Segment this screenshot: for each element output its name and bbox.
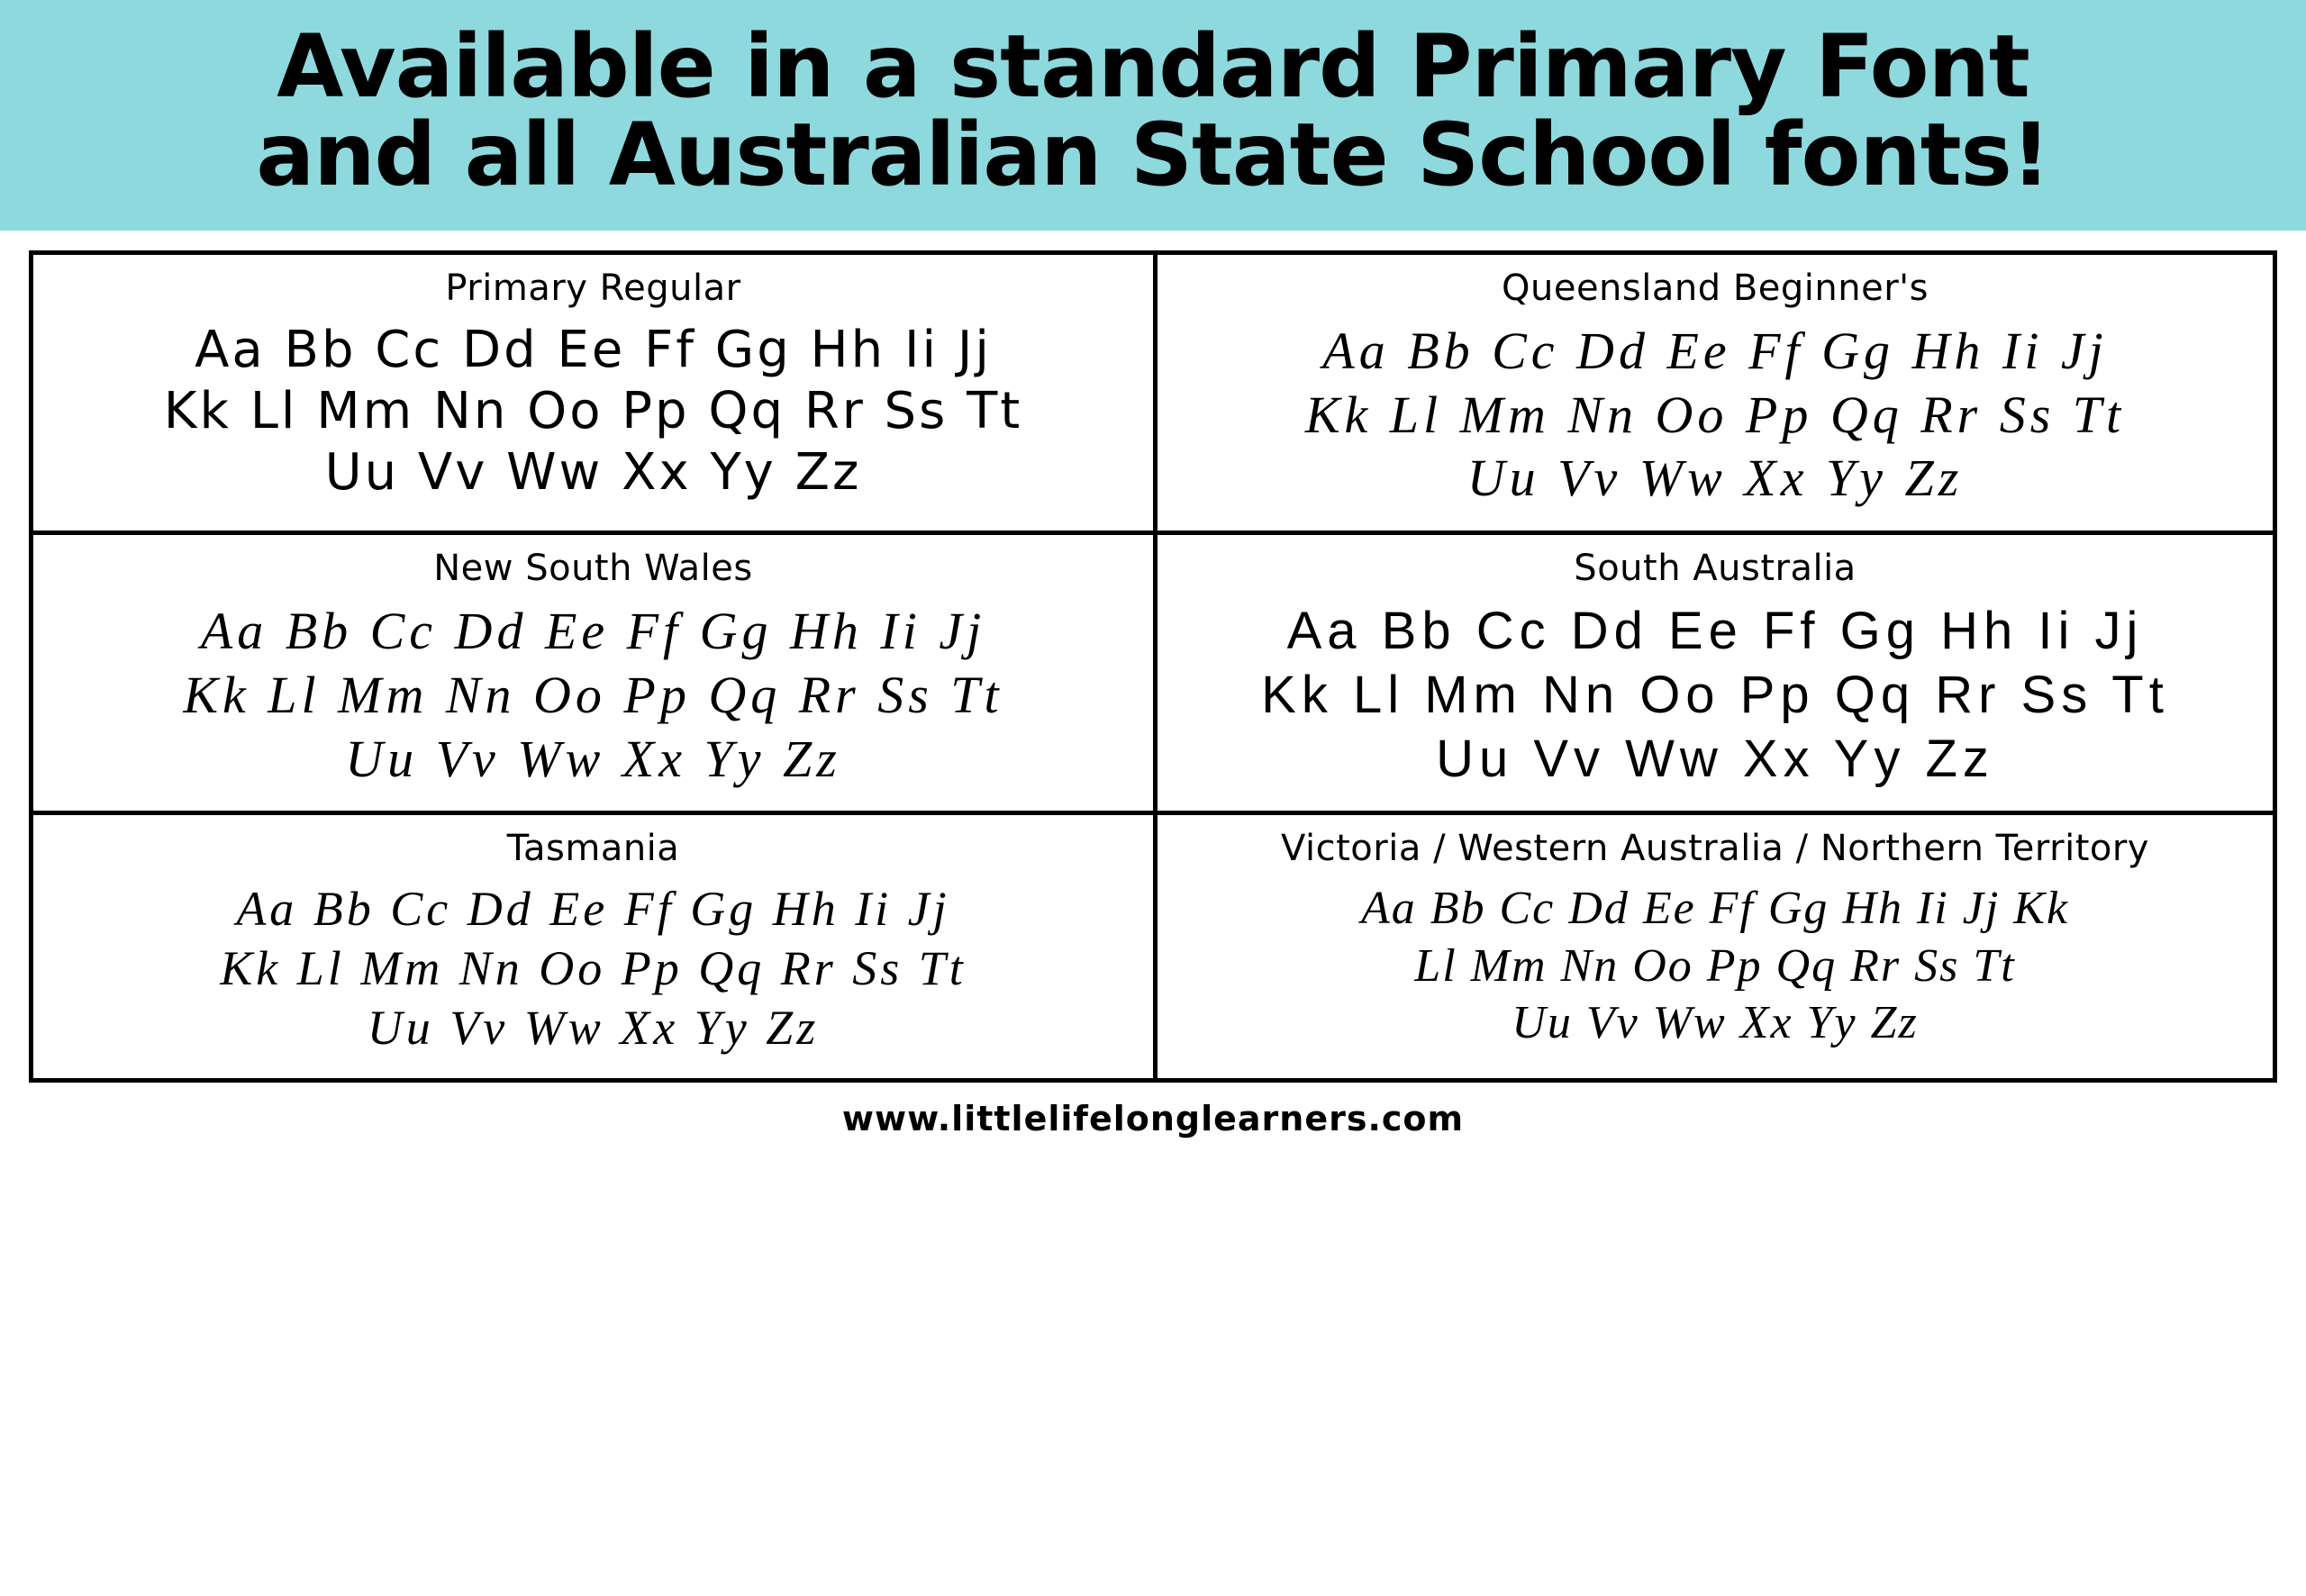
alphabet-line: Kk Ll Mm Nn Oo Pp Qq Rr Ss Tt [220, 941, 967, 996]
font-sample-title: Queensland Beginner's [1502, 267, 1929, 309]
font-samples-row-2 [33, 530, 2273, 811]
footer [0, 1083, 2306, 1138]
font-samples-section [0, 231, 2306, 1083]
font-sample-victoria-wa-nt [1153, 815, 2273, 1078]
alphabet-line: Uu Vv Ww Xx Yy Zz [1512, 997, 1919, 1049]
font-samples-row-3 [33, 811, 2273, 1078]
alphabet-line: Uu Vv Ww Xx Yy Zz [1436, 729, 1994, 788]
alphabet-line: Kk Ll Mm Nn Oo Pp Qq Rr Ss Tt [183, 665, 1003, 724]
font-samples-row-1 [33, 255, 2273, 530]
alphabet-line: Aa Bb Cc Dd Ee Ff Gg Hh Ii Jj [1322, 321, 2108, 380]
banner-title-line-1: Available in a standard Primary Font [277, 16, 2029, 117]
alphabet-line: Aa Bb Cc Dd Ee Ff Gg Hh Ii Jj [200, 602, 986, 661]
alphabet-line: Uu Vv Ww Xx Yy Zz [324, 443, 862, 503]
font-sample-title: New South Wales [433, 548, 753, 590]
alphabet-line: Uu Vv Ww Xx Yy Zz [1466, 449, 1964, 508]
alphabet-line: Kk Ll Mm Nn Oo Pp Qq Rr Ss Tt [163, 382, 1023, 441]
alphabet-line: Uu Vv Ww Xx Yy Zz [367, 1001, 820, 1056]
font-sample-primary-regular [33, 255, 1153, 530]
font-sample-south-australia [1153, 535, 2273, 811]
font-sample-title: Victoria / Western Australia / Northern Territory [1281, 828, 2149, 870]
font-samples-grid [29, 250, 2277, 1083]
font-sample-new-south-wales [33, 535, 1153, 811]
alphabet-line: Uu Vv Ww Xx Yy Zz [345, 729, 841, 788]
banner-title-line-2: and all Australian State School fonts! [256, 104, 2050, 205]
font-sample-queensland-beginners [1153, 255, 2273, 530]
website-url[interactable]: www.littlelifelonglearners.com [841, 1098, 1465, 1138]
alphabet-line: Ll Mm Nn Oo Pp Qq Rr Ss Tt [1414, 939, 2016, 992]
font-sample-title: South Australia [1574, 548, 1857, 590]
header-banner [0, 0, 2306, 231]
alphabet-line: Aa Bb Cc Dd Ee Ff Gg Hh Ii Jj [195, 320, 992, 379]
font-sample-title: Primary Regular [445, 267, 741, 309]
alphabet-line: Kk Ll Mm Nn Oo Pp Qq Rr Ss Tt [1261, 665, 2169, 724]
alphabet-line: Aa Bb Cc Dd Ee Ff Gg Hh Ii Jj [1286, 602, 2144, 661]
font-sample-title: Tasmania [506, 828, 680, 870]
alphabet-line: Aa Bb Cc Dd Ee Ff Gg Hh Ii Jj Kk [1360, 883, 2070, 935]
font-sample-tasmania [33, 815, 1153, 1078]
alphabet-line: Aa Bb Cc Dd Ee Ff Gg Hh Ii Jj [236, 882, 950, 937]
alphabet-line: Kk Ll Mm Nn Oo Pp Qq Rr Ss Tt [1304, 385, 2126, 444]
